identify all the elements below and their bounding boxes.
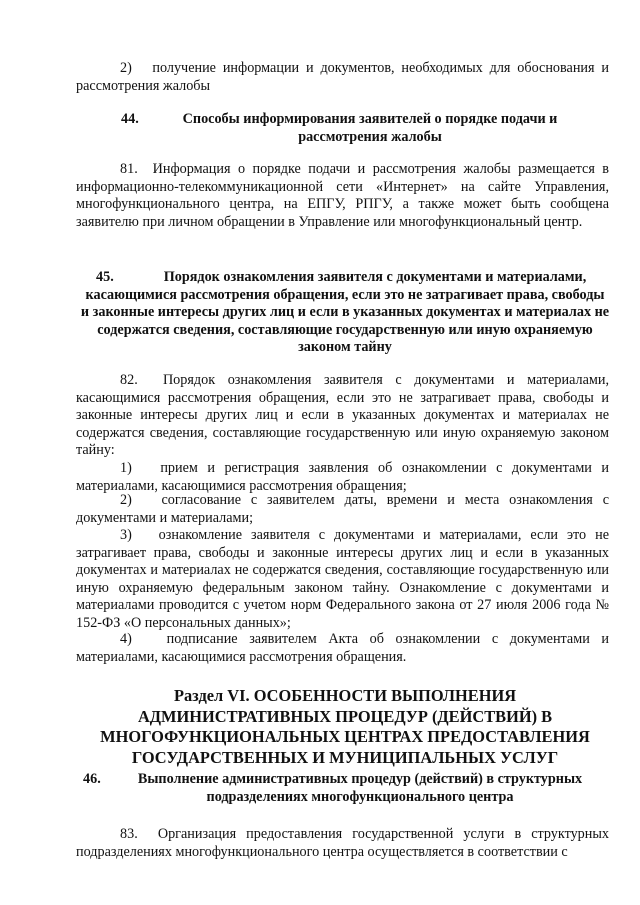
paragraph-item-2: 2) получение информации и документов, необходимых для обоснования и рассмотрения жалобы: [76, 60, 609, 94]
paragraph-81: 81. Информация о порядке подачи и рассмотрения жалобы размещается в информационно-телекоммуникационной сети «Интернет» на сайте Управления, многофункционального центра, на ЕПГУ, РПГУ, а также может быть сообщена заявителю при личном обращении в Управление или многофункциональный центр.: [76, 161, 609, 230]
list-item-1: 1) прием и регистрация заявления об ознакомлении с документами и материалами, касающимися рассмотрения обращения;: [76, 460, 609, 494]
section-46-heading: Выполнение административных процедур (действий) в структурных подразделениях многофункционального центра: [137, 771, 583, 805]
section-44-number: 44.: [121, 111, 139, 127]
section-45-number: 45.: [96, 269, 114, 285]
part-6-heading: Раздел VI. ОСОБЕННОСТИ ВЫПОЛНЕНИЯ АДМИНИСТРАТИВНЫХ ПРОЦЕДУР (ДЕЙСТВИЙ) В МНОГОФУНКЦИОНАЛЬНЫХ ЦЕНТРАХ ПРЕДОСТАВЛЕНИЯ ГОСУДАРСТВЕННЫХ И МУНИЦИПАЛЬНЫХ УСЛУГ: [100, 686, 590, 767]
paragraph-82: 82. Порядок ознакомления заявителя с документами и материалами, касающимися рассмотрения обращения, если это не затрагивает права, свободы и законные интересы других лиц и если в указанных документах и материалах не содержатся сведения, составляющие государственную или иную охраняемую законом тайну:: [76, 372, 609, 459]
section-46-number: 46.: [83, 771, 101, 787]
list-item-4: 4) подписание заявителем Акта об ознакомлении с документами и материалами, касающимися рассмотрения обращения.: [76, 631, 609, 665]
list-item-3: 3) ознакомление заявителя с документами и материалами, если это не затрагивает права, свободы и законные интересы других лиц и если в указанных документах и материалах не содержатся сведения, составляющие государственную или иную охраняемую федеральным законом тайну. Ознакомление с документами и материалами проводится с учетом норм Федерального закона от 27 июля 2006 года № 152-ФЗ «О персональных данных»;: [76, 527, 609, 631]
section-44-heading: Способы информирования заявителей о порядке подачи и рассмотрения жалобы: [182, 111, 558, 145]
section-45-heading: Порядок ознакомления заявителя с документами и материалами, касающимися рассмотрения обращения, если это не затрагивает права, свободы и законные интересы других лиц и если в указанных документах и материалах не содержатся сведения, составляющие государственную или иную охраняемую законом тайну: [80, 269, 610, 356]
paragraph-83: 83. Организация предоставления государственной услуги в структурных подразделениях многофункционального центра осуществляется в соответствии с: [76, 826, 609, 860]
list-item-2: 2) согласование с заявителем даты, времени и места ознакомления с документами и материалами;: [76, 492, 609, 526]
